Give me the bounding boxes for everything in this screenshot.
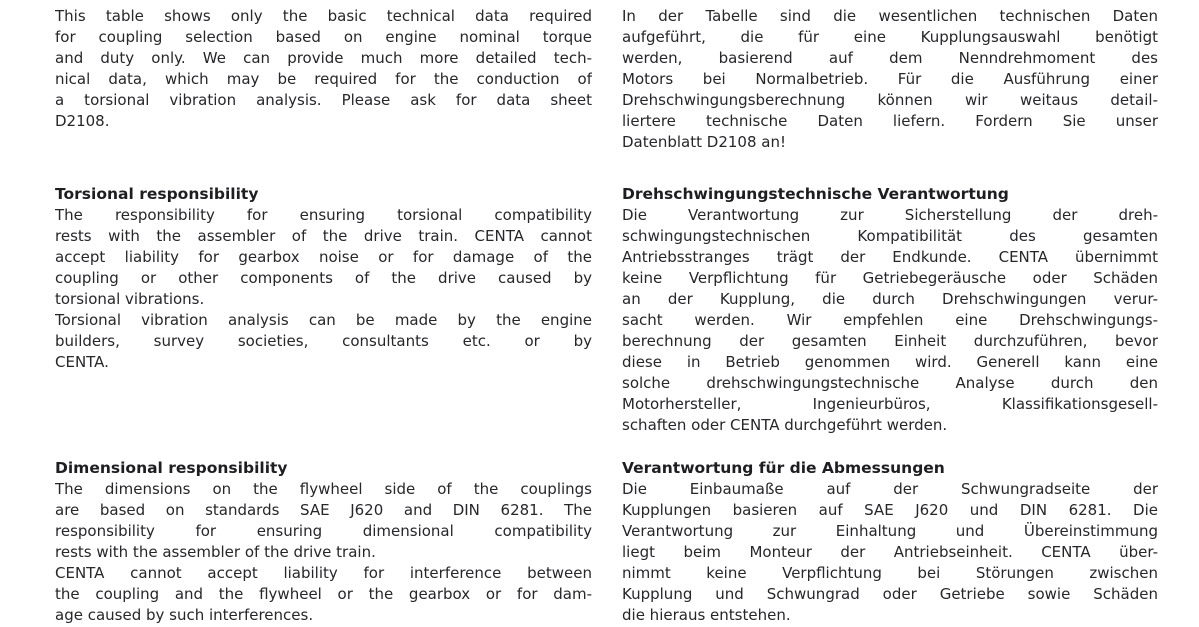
en-dimensional-heading: Dimensional responsibility <box>55 459 288 477</box>
en-dimensional-paragraph-2 <box>55 563 592 626</box>
text-line: the coupling and the flywheel or the gearbox or for dam- <box>55 585 592 603</box>
en-intro-section <box>55 6 592 132</box>
text-line: Kupplung und Schwungrad oder Getriebe sowie Schäden <box>622 585 1158 603</box>
text-line: D2108. <box>55 112 110 130</box>
column-german <box>622 0 1158 627</box>
en-dimensional-paragraph-1 <box>55 479 592 563</box>
text-line: Kupplungen basieren auf SAE J620 und DIN 6281. Die <box>622 501 1158 519</box>
en-dimensional-section <box>55 458 592 626</box>
en-torsional-heading: Torsional responsibility <box>55 185 259 203</box>
text-line: CENTA. <box>55 353 109 371</box>
de-dimensional-heading: Verantwortung für die Abmessungen <box>622 459 945 477</box>
text-line: This table shows only the basic technical data required <box>55 7 592 25</box>
text-line: rests with the assembler of the drive train. CENTA cannot <box>55 227 592 245</box>
text-line: aufgeführt, die für eine Kupplungsauswahl benötigt <box>622 28 1158 46</box>
en-torsional-paragraph-2 <box>55 310 592 373</box>
text-line: accept liability for gearbox noise or for damage of the <box>55 248 592 266</box>
text-line: diese in Betrieb genommen wird. Generell kann eine <box>622 353 1158 371</box>
text-line: keine Verpflichtung für Getriebegeräusche oder Schäden <box>622 269 1158 287</box>
text-line: responsibility for ensuring dimensional compatibility <box>55 522 592 540</box>
de-torsional-section <box>622 184 1158 436</box>
de-intro-section <box>622 6 1158 153</box>
text-line: an der Kupplung, die durch Drehschwingungen verur- <box>622 290 1158 308</box>
en-intro-paragraph <box>55 6 592 132</box>
text-line: and duty only. We can provide much more detailed tech- <box>55 49 592 67</box>
text-line: The dimensions on the flywheel side of the couplings <box>55 480 592 498</box>
en-torsional-section <box>55 184 592 373</box>
text-line: coupling or other components of the drive caused by <box>55 269 592 287</box>
text-line: nimmt keine Verpflichtung bei Störungen zwischen <box>622 564 1158 582</box>
text-line: schaften oder CENTA durchgeführt werden. <box>622 416 948 434</box>
text-line: Die Einbaumaße auf der Schwungradseite der <box>622 480 1158 498</box>
text-line: The responsibility for ensuring torsional compatibility <box>55 206 592 224</box>
text-line: are based on standards SAE J620 and DIN 6281. The <box>55 501 592 519</box>
de-dimensional-paragraph <box>622 479 1158 626</box>
text-line: solche drehschwingungstechnische Analyse durch den <box>622 374 1158 392</box>
text-line: CENTA cannot accept liability for interference between <box>55 564 592 582</box>
text-line: age caused by such interferences. <box>55 606 314 624</box>
de-torsional-paragraph <box>622 205 1158 436</box>
text-line: builders, survey societies, consultants etc. or by <box>55 332 592 350</box>
text-line: schwingungstechnischen Kompatibilität des gesamten <box>622 227 1158 245</box>
en-torsional-paragraph-1 <box>55 205 592 310</box>
text-line: In der Tabelle sind die wesentlichen technischen Daten <box>622 7 1158 25</box>
text-line: for coupling selection based on engine nominal torque <box>55 28 592 46</box>
text-line: a torsional vibration analysis. Please ask for data sheet <box>55 91 592 109</box>
text-line: Antriebsstranges trägt der Endkunde. CENTA übernimmt <box>622 248 1158 266</box>
text-line: torsional vibrations. <box>55 290 205 308</box>
text-line: liertere technische Daten liefern. Fordern Sie unser <box>622 112 1158 130</box>
text-line: Motorhersteller, Ingenieurbüros, Klassifikationsgesell- <box>622 395 1158 413</box>
text-line: berechnung der gesamten Einheit durchzuführen, bevor <box>622 332 1158 350</box>
text-line: nical data, which may be required for the conduction of <box>55 70 592 88</box>
text-line: Die Verantwortung zur Sicherstellung der dreh- <box>622 206 1158 224</box>
text-line: rests with the assembler of the drive train. <box>55 543 376 561</box>
text-line: Motors bei Normalbetrieb. Für die Ausführung einer <box>622 70 1158 88</box>
text-line: werden, basierend auf dem Nenndrehmoment des <box>622 49 1158 67</box>
text-line: Datenblatt D2108 an! <box>622 133 786 151</box>
text-line: Verantwortung zur Einhaltung und Übereinstimmung <box>622 522 1158 540</box>
text-line: Torsional vibration analysis can be made by the engine <box>55 311 592 329</box>
text-line: sacht werden. Wir empfehlen eine Drehschwingungs- <box>622 311 1158 329</box>
text-line: Drehschwingungsberechnung können wir weitaus detail- <box>622 91 1158 109</box>
text-line: die hieraus entstehen. <box>622 606 791 624</box>
text-line: liegt beim Monteur der Antriebseinheit. CENTA über- <box>622 543 1158 561</box>
de-intro-paragraph <box>622 6 1158 153</box>
de-torsional-heading: Drehschwingungstechnische Verantwortung <box>622 185 1009 203</box>
de-dimensional-section <box>622 458 1158 626</box>
column-english <box>55 0 592 627</box>
